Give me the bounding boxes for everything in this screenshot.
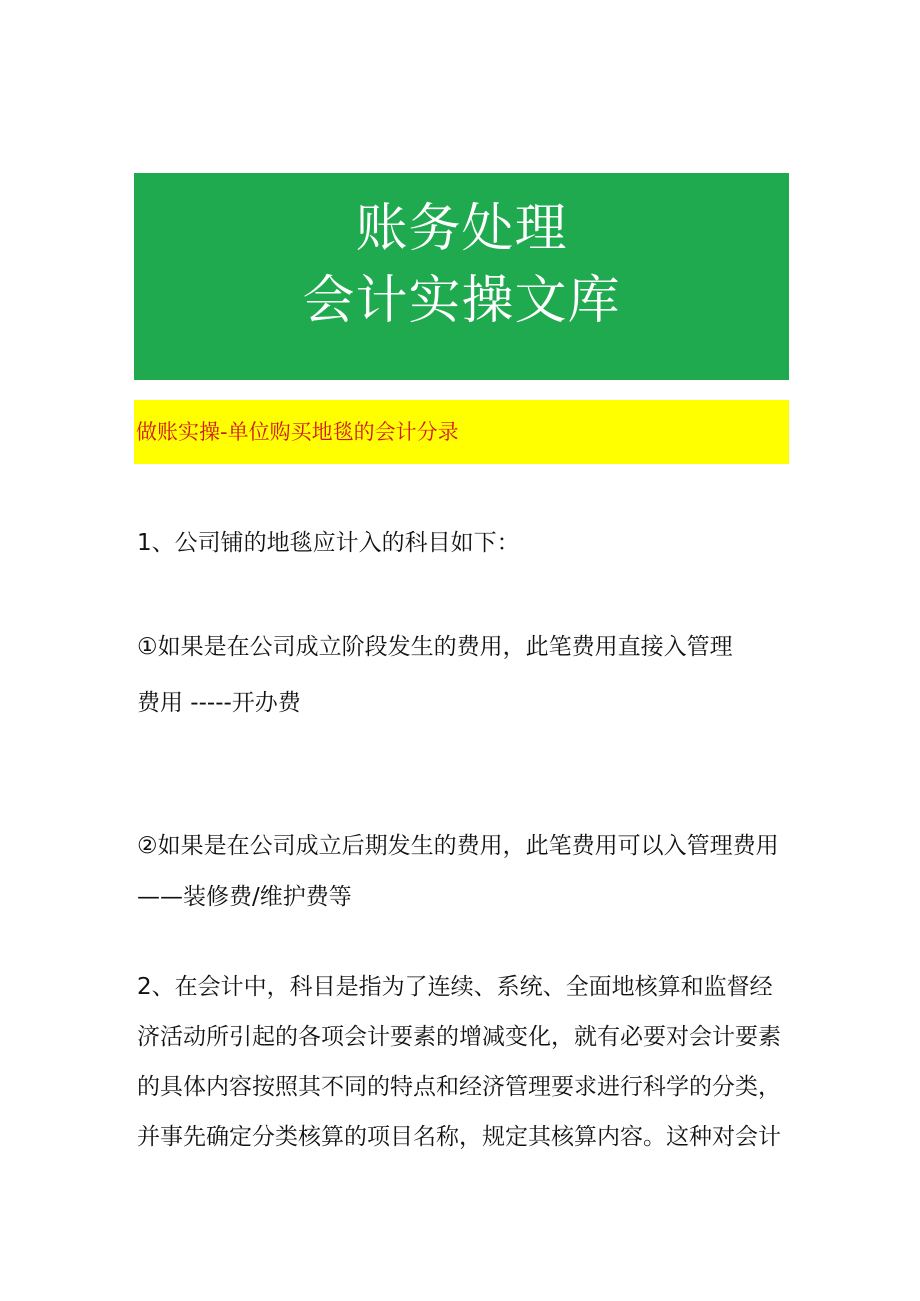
section-2-line-4: 并事先确定分类核算的项目名称，规定其核算内容。这种对会计 xyxy=(137,1124,781,1150)
item-2-line-2: ——装修费/维护费等 xyxy=(137,884,352,910)
article-subtitle: 做账实操-单位购买地毯的会计分录 xyxy=(134,400,789,464)
section-2-line-2: 济活动所引起的各项会计要素的增减变化，就有必要对会计要素 xyxy=(137,1024,781,1050)
banner-title-line-2: 会计实操文库 xyxy=(302,271,621,331)
item-1-line-2: 费用 -----开办费 xyxy=(137,690,301,716)
section-1-heading: 1、公司铺的地毯应计入的科目如下： xyxy=(137,530,520,556)
item-1-line-1: ①如果是在公司成立阶段发生的费用，此笔费用直接入管理 xyxy=(137,634,733,660)
section-2-line-1: 2、在会计中，科目是指为了连续、系统、全面地核算和监督经 xyxy=(137,974,773,1000)
item-2-line-1: ②如果是在公司成立后期发生的费用，此笔费用可以入管理费用 xyxy=(137,833,779,859)
section-2-line-3: 的具体内容按照其不同的特点和经济管理要求进行科学的分类， xyxy=(137,1074,781,1100)
title-banner xyxy=(134,173,789,380)
banner-title-line-1: 账务处理 xyxy=(355,199,568,259)
